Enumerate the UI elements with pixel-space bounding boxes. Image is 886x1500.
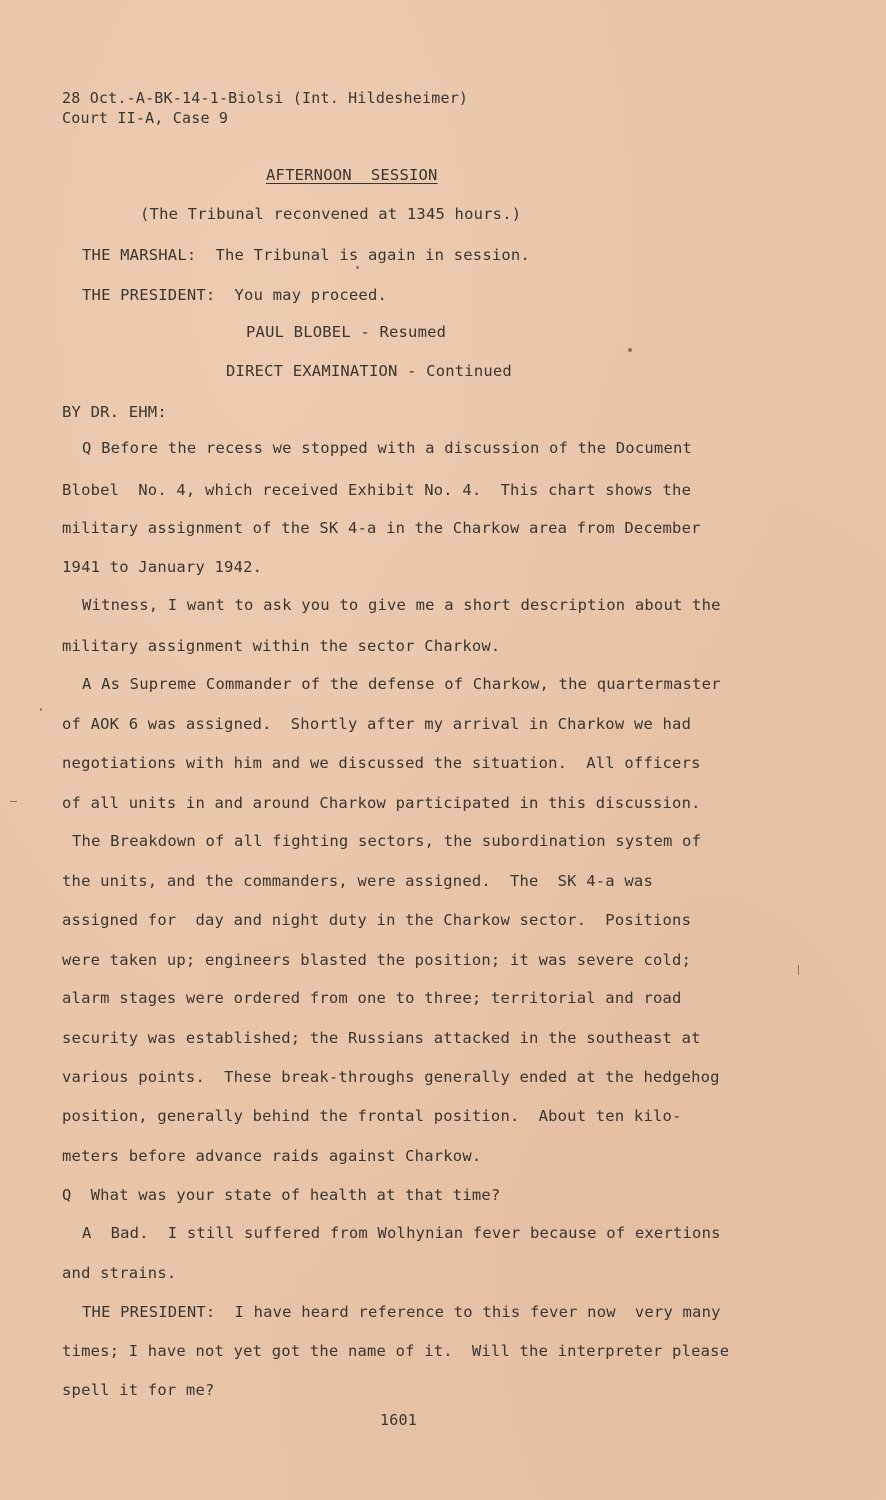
witness-heading: PAUL BLOBEL - Resumed bbox=[246, 323, 447, 341]
body-line: The Breakdown of all fighting sectors, the subordination system of bbox=[72, 832, 702, 850]
body-line: military assignment of the SK 4-a in the Charkow area from December bbox=[62, 519, 701, 537]
body-line: THE PRESIDENT: I have heard reference to this fever now very many bbox=[82, 1303, 721, 1321]
body-line: various points. These break-throughs generally ended at the hedgehog bbox=[62, 1068, 720, 1086]
body-line: times; I have not yet got the name of it. Will the interpreter please bbox=[62, 1342, 730, 1360]
body-line: 1941 to January 1942. bbox=[62, 558, 263, 576]
body-line: position, generally behind the frontal position. About ten kilo- bbox=[62, 1107, 682, 1125]
body-line: alarm stages were ordered from one to three; territorial and road bbox=[62, 989, 682, 1007]
body-line: military assignment within the sector Charkow. bbox=[62, 637, 501, 655]
reconvened-note: (The Tribunal reconvened at 1345 hours.) bbox=[140, 205, 522, 223]
paper-speck bbox=[798, 965, 799, 975]
body-line: negotiations with him and we discussed the situation. All officers bbox=[62, 754, 701, 772]
header-line-1: 28 Oct.-A-BK-14-1-Biolsi (Int. Hildesheimer) bbox=[62, 89, 469, 107]
marshal-statement: THE MARSHAL: The Tribunal is again in session. bbox=[82, 246, 530, 264]
examiner-line: BY DR. EHM: bbox=[62, 403, 167, 421]
paper-speck bbox=[40, 708, 42, 711]
body-line: of all units in and around Charkow participated in this discussion. bbox=[62, 794, 701, 812]
body-line: assigned for day and night duty in the Charkow sector. Positions bbox=[62, 911, 692, 929]
header-line-2: Court II-A, Case 9 bbox=[62, 109, 229, 127]
body-line: A As Supreme Commander of the defense of Charkow, the quartermaster bbox=[82, 675, 721, 693]
body-line: of AOK 6 was assigned. Shortly after my arrival in Charkow we had bbox=[62, 715, 692, 733]
body-line: Witness, I want to ask you to give me a short description about the bbox=[82, 596, 721, 614]
page-number: 1601 bbox=[380, 1411, 417, 1429]
session-title: AFTERNOON SESSION bbox=[266, 166, 438, 184]
body-line: Blobel No. 4, which received Exhibit No. 4. This chart shows the bbox=[62, 481, 692, 499]
body-line: the units, and the commanders, were assigned. The SK 4-a was bbox=[62, 872, 653, 890]
paper-speck bbox=[10, 801, 17, 802]
body-line: and strains. bbox=[62, 1264, 177, 1282]
body-line: Q What was your state of health at that time? bbox=[62, 1186, 501, 1204]
examination-heading: DIRECT EXAMINATION - Continued bbox=[226, 362, 512, 380]
body-line: were taken up; engineers blasted the position; it was severe cold; bbox=[62, 951, 692, 969]
president-statement: THE PRESIDENT: You may proceed. bbox=[82, 286, 388, 304]
body-line: Q Before the recess we stopped with a discussion of the Document bbox=[82, 439, 693, 457]
paper-speck bbox=[356, 266, 359, 269]
paper-speck bbox=[628, 348, 632, 352]
body-line: security was established; the Russians attacked in the southeast at bbox=[62, 1029, 701, 1047]
body-line: A Bad. I still suffered from Wolhynian fever because of exertions bbox=[82, 1224, 721, 1242]
body-line: meters before advance raids against Charkow. bbox=[62, 1147, 482, 1165]
body-line: spell it for me? bbox=[62, 1381, 215, 1399]
